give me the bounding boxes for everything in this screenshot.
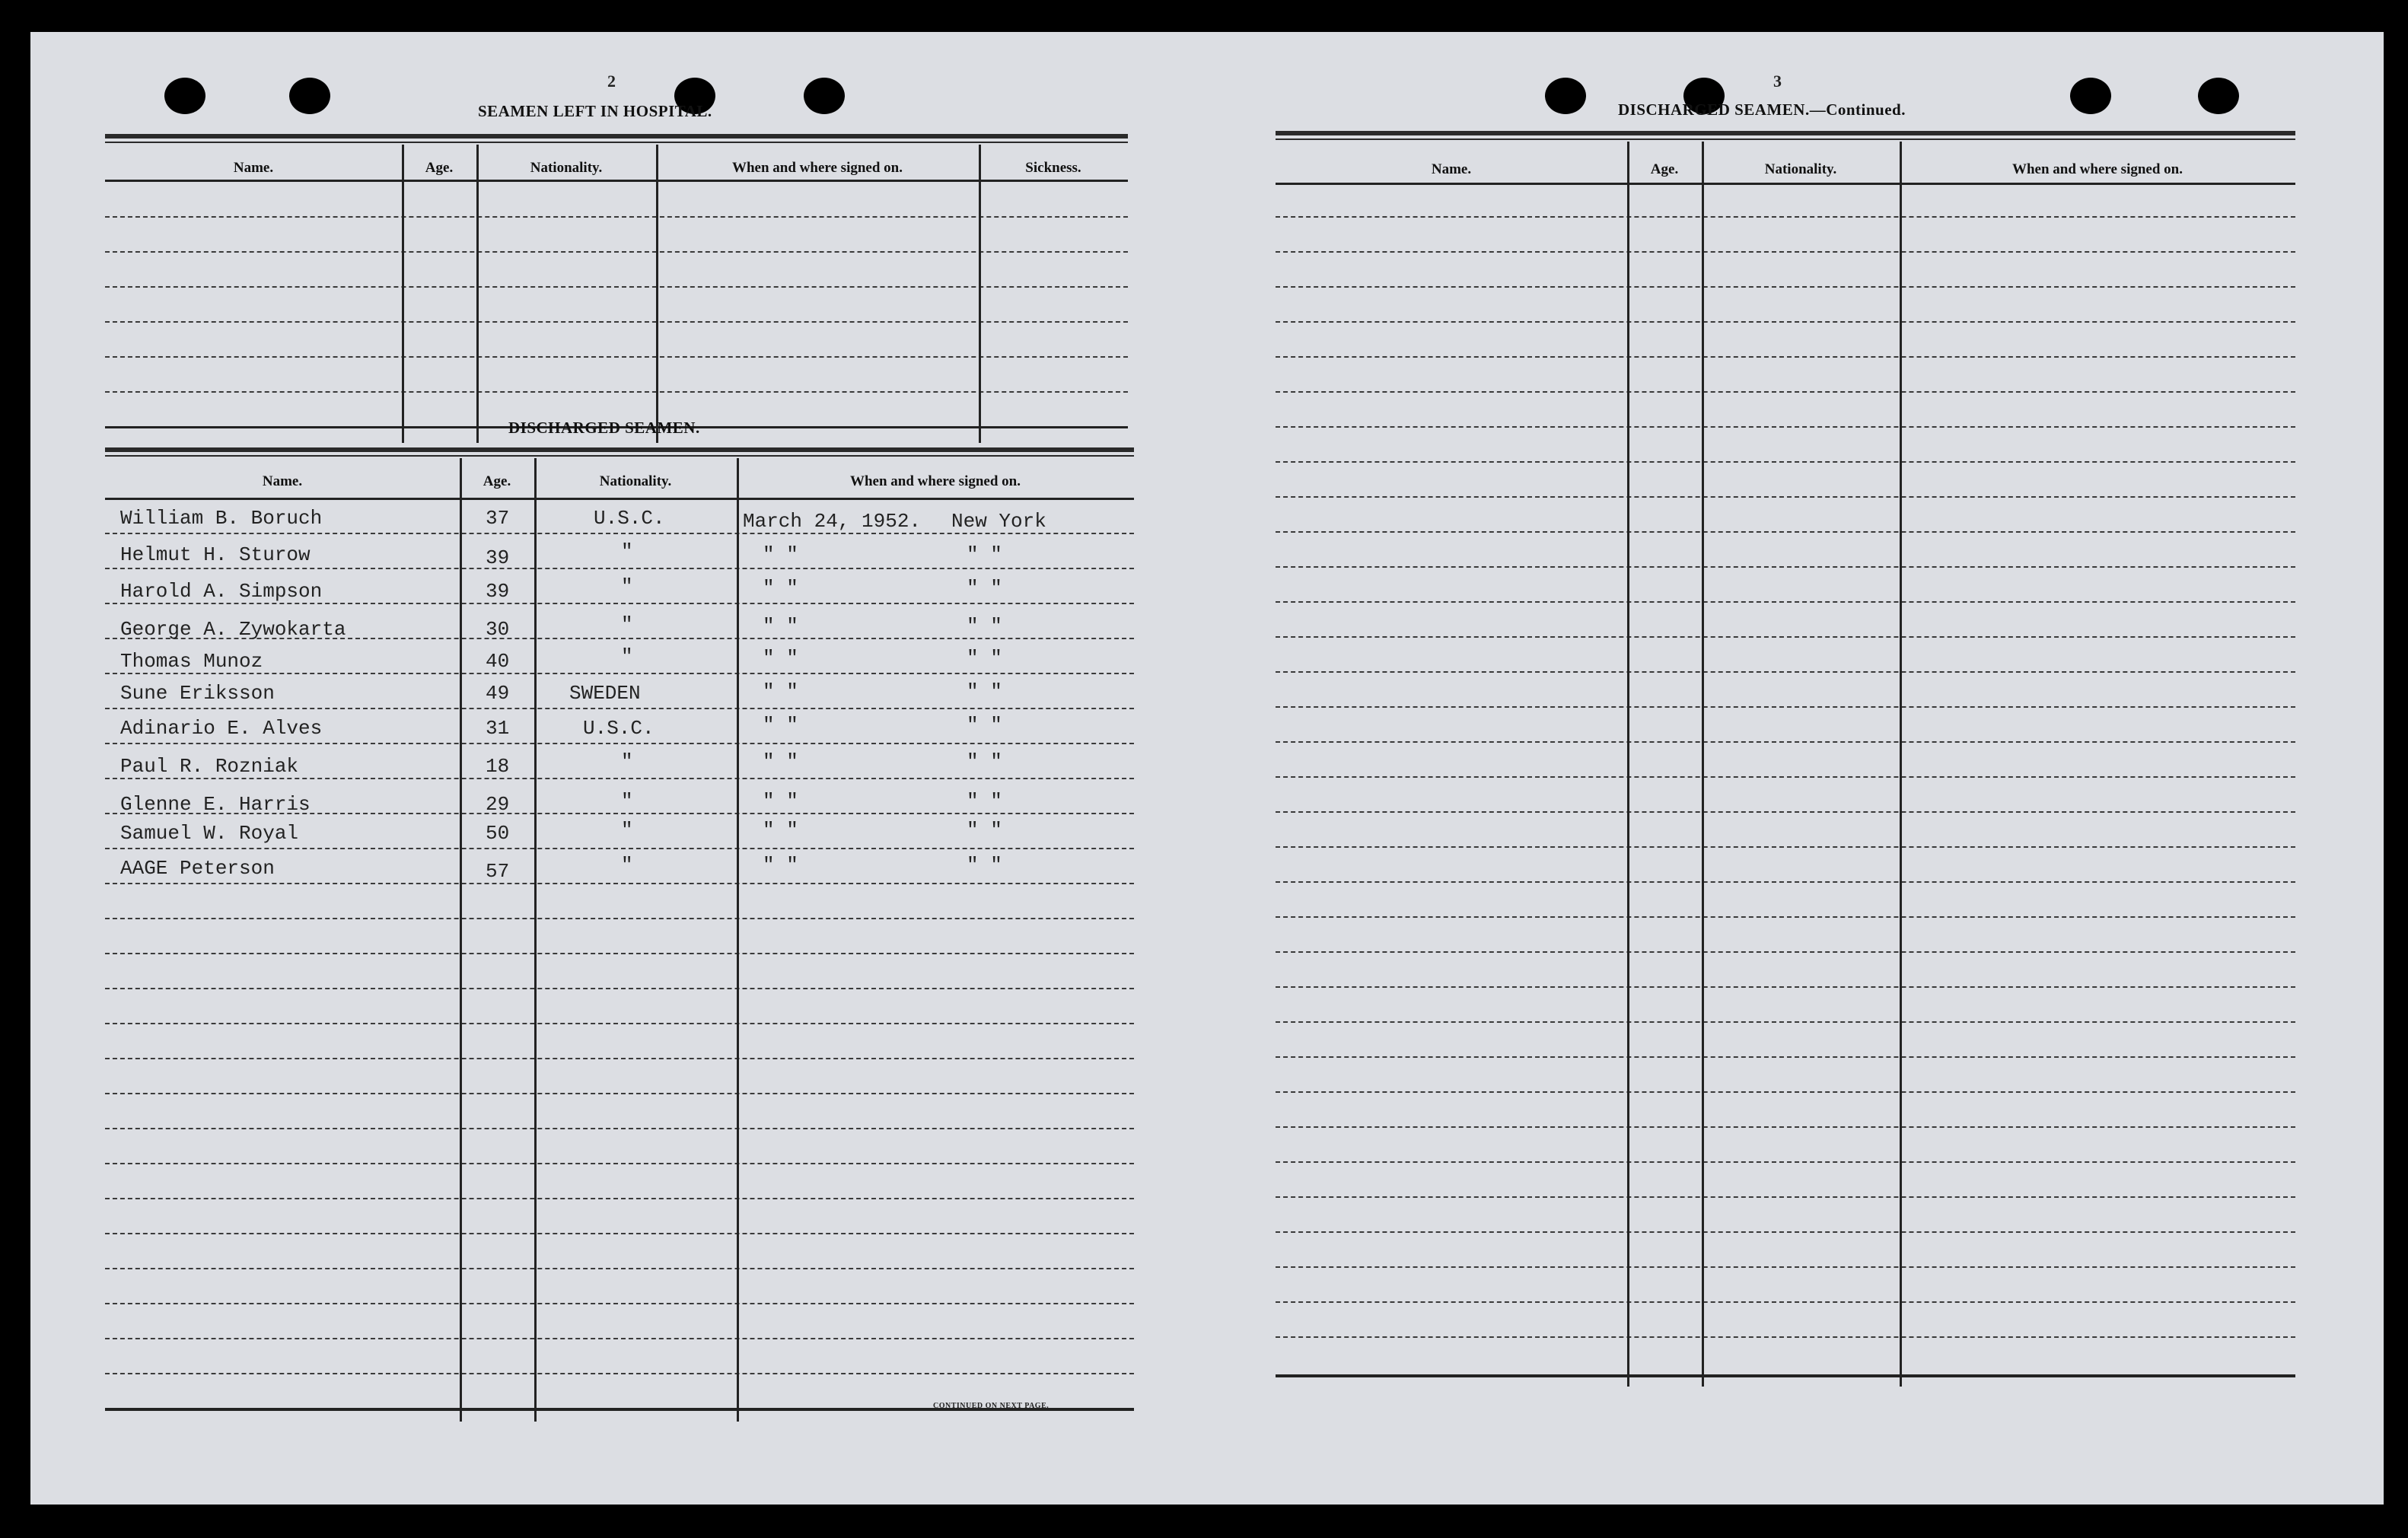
seaman-name: Sune Eriksson — [120, 682, 275, 705]
seaman-age: 40 — [486, 650, 510, 673]
seaman-age: 29 — [486, 793, 510, 816]
seaman-age: 39 — [486, 546, 510, 569]
punch-hole-icon — [1545, 78, 1586, 114]
signed-on-place: " " — [967, 577, 1002, 600]
col-header-signed-on: When and where signed on. — [2011, 161, 2183, 177]
hospital-section-title: SEAMEN LEFT IN HOSPITAL. — [478, 102, 712, 120]
col-header-sickness: Sickness. — [1025, 160, 1081, 176]
seaman-nationality: " — [621, 613, 633, 636]
signed-on-date: " " — [763, 790, 798, 813]
signed-on-date: March 24, 1952. — [743, 510, 922, 533]
continued-footnote: CONTINUED ON NEXT PAGE. — [933, 1402, 1050, 1410]
seaman-nationality: " — [621, 645, 633, 668]
seaman-name: Glenne E. Harris — [120, 793, 311, 816]
signed-on-date: " " — [763, 714, 798, 737]
seaman-name: Thomas Munoz — [120, 650, 263, 673]
signed-on-place: " " — [967, 647, 1002, 670]
seaman-nationality: SWEDEN — [569, 682, 641, 705]
seaman-age: 57 — [486, 860, 510, 883]
col-header-signed-on: When and where signed on. — [731, 160, 903, 176]
signed-on-place: " " — [967, 714, 1002, 737]
seaman-name: AAGE Peterson — [120, 857, 275, 880]
seaman-age: 39 — [486, 580, 510, 603]
signed-on-place: " " — [967, 615, 1002, 638]
seaman-age: 31 — [486, 717, 510, 740]
col-header-nationality: Nationality. — [1764, 161, 1837, 177]
col-header-name: Name. — [262, 473, 303, 489]
signed-on-place: " " — [967, 680, 1002, 703]
seaman-age: 18 — [486, 755, 510, 778]
seaman-name: Samuel W. Royal — [120, 822, 299, 845]
document-sheet — [30, 32, 2384, 1505]
signed-on-place: New York — [951, 510, 1046, 533]
signed-on-date: " " — [763, 615, 798, 638]
seaman-nationality: U.S.C. — [594, 507, 665, 530]
punch-hole-icon — [289, 78, 330, 114]
discharged-section-title: DISCHARGED SEAMEN. — [508, 419, 700, 437]
seaman-name: Helmut H. Sturow — [120, 543, 311, 566]
signed-on-place: " " — [967, 750, 1002, 773]
signed-on-place: " " — [967, 790, 1002, 813]
seaman-name: Adinario E. Alves — [120, 717, 323, 740]
signed-on-date: " " — [763, 680, 798, 703]
signed-on-date: " " — [763, 647, 798, 670]
signed-on-place: " " — [967, 819, 1002, 842]
seaman-age: 49 — [486, 682, 510, 705]
seaman-nationality: " — [621, 790, 633, 813]
seaman-name: Harold A. Simpson — [120, 580, 323, 603]
seaman-nationality: " — [621, 819, 633, 842]
signed-on-date: " " — [763, 543, 798, 566]
seaman-nationality: " — [621, 575, 633, 598]
seaman-age: 50 — [486, 822, 510, 845]
signed-on-date: " " — [763, 577, 798, 600]
col-header-nationality: Nationality. — [599, 473, 672, 489]
seaman-name: Paul R. Rozniak — [120, 755, 299, 778]
col-header-age: Age. — [1650, 161, 1679, 177]
signed-on-place: " " — [967, 854, 1002, 877]
seaman-age: 37 — [486, 507, 510, 530]
punch-hole-icon — [2198, 78, 2239, 114]
col-header-age: Age. — [425, 160, 454, 176]
col-header-name: Name. — [1431, 161, 1472, 177]
signed-on-date: " " — [763, 854, 798, 877]
page-number-right: 3 — [1773, 72, 1782, 91]
signed-on-place: " " — [967, 543, 1002, 566]
punch-hole-icon — [804, 78, 845, 114]
page-number-left: 2 — [607, 72, 616, 91]
signed-on-date: " " — [763, 819, 798, 842]
seaman-nationality: " — [621, 854, 633, 877]
signed-on-date: " " — [763, 750, 798, 773]
seaman-nationality: " — [621, 750, 633, 773]
seaman-nationality: U.S.C. — [583, 717, 655, 740]
seaman-age: 30 — [486, 618, 510, 641]
col-header-signed-on: When and where signed on. — [849, 473, 1021, 489]
col-header-name: Name. — [233, 160, 274, 176]
punch-hole-icon — [164, 78, 205, 114]
discharged-continued-title: DISCHARGED SEAMEN.—Continued. — [1618, 100, 1906, 119]
col-header-age: Age. — [483, 473, 511, 489]
seaman-name: George A. Zywokarta — [120, 618, 346, 641]
punch-hole-icon — [2070, 78, 2111, 114]
col-header-nationality: Nationality. — [530, 160, 603, 176]
hospital-table — [105, 134, 1128, 446]
seaman-nationality: " — [621, 540, 633, 563]
discharged-continued-table — [1276, 131, 2295, 1425]
seaman-name: William B. Boruch — [120, 507, 323, 530]
